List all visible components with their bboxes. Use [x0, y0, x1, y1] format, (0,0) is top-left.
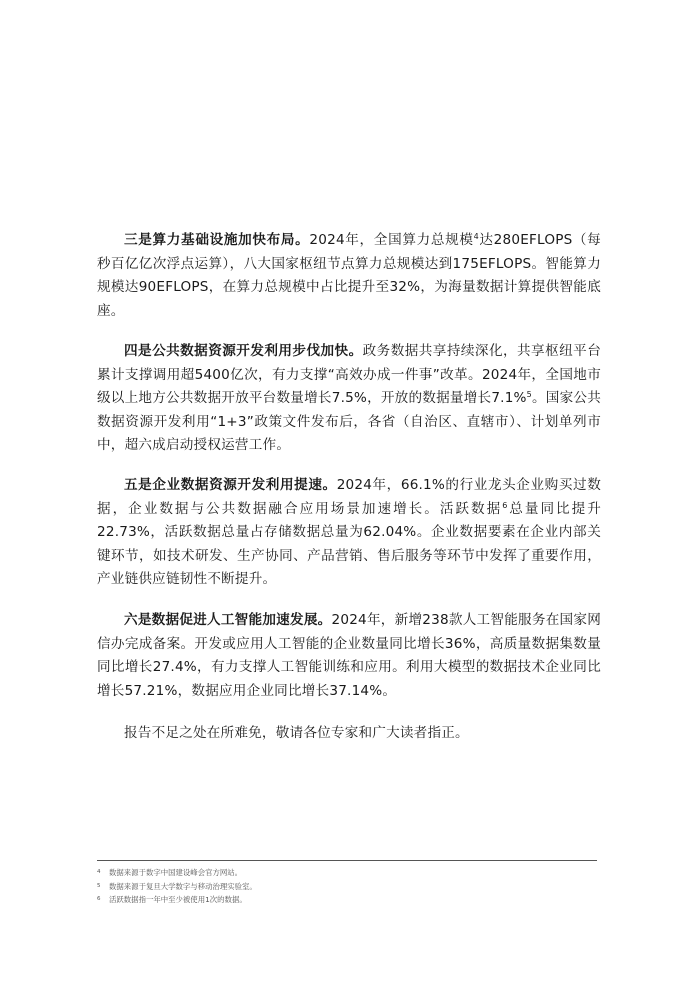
paragraph-ai-development	[97, 609, 601, 703]
footnote-number: 5	[97, 882, 101, 889]
footnote-number: 4	[97, 869, 101, 875]
footnote-text: 数据来源于复旦大学数字与移动治理实验室。	[109, 881, 257, 891]
footnote-ref[interactable]: 6	[502, 500, 508, 510]
paragraph-lead: 三是算力基础设施加快布局。	[124, 232, 310, 248]
footnote-text: 活跃数据指一年中至少被使用1次的数据。	[109, 895, 247, 904]
footnote-4	[97, 866, 597, 880]
paragraph-text: 达280EFLOPS（每秒百亿亿次浮点运算），八大国家枢纽节点算力总规模达到175EFLOPS。智能算力规模达90EFLOPS，在算力总规模中占比提升至32%，为海量数据计算提供智能底座。	[97, 232, 601, 319]
closing-paragraph: 报告不足之处在所难免，敬请各位专家和广大读者指正。	[124, 725, 469, 741]
paragraph-text: 总量同比提升22.73%，活跃数据总量占存储数据总量为62.04%。企业数据要素在企业内部关键环节，如技术研发、生产协同、产品营销、售后服务等环节中发挥了重要作用，产业链供应链韧性不断提升。	[97, 500, 602, 587]
paragraph-enterprise-data	[97, 474, 601, 592]
paragraph-lead: 五是企业数据资源开发利用提速。	[124, 477, 337, 493]
paragraph-lead: 四是公共数据资源开发利用步伐加快。	[124, 343, 363, 359]
paragraph-text: 2024年，66.1%的行业龙头企业购买过数据，企业数据与公共数据融合应用场景加速增长。活跃数据	[97, 477, 602, 517]
footnote-number: 6	[97, 896, 101, 902]
paragraph-text: 2024年，新增238款人工智能服务在国家网信办完成备案。开发或应用人工智能的企业数量同比增长36%，高质量数据集数量同比增长27.4%，有力支撑人工智能训练和应用。利用大模型的数据技术企业同比增长57.21%，数据应用企业同比增长37.14%。	[97, 612, 601, 699]
footnote-ref[interactable]: 4	[473, 232, 479, 241]
paragraph-public-data	[97, 340, 601, 458]
paragraph-text: 政务数据共享持续深化，共享枢纽平台累计支撑调用超5400亿次，有力支撑“高效办成一件事”改革。2024年，全国地市级以上地方公共数据开放平台数量增长7.5%，开放的数据量增长7.1%	[97, 343, 601, 406]
footnote-6	[97, 893, 597, 907]
paragraph-text: 2024年，全国算力总规模	[309, 232, 474, 248]
footnote-text: 数据来源于数字中国建设峰会官方网站。	[109, 868, 243, 877]
footnote-divider	[97, 860, 597, 861]
paragraph-lead: 六是数据促进人工智能加速发展。	[124, 612, 332, 628]
footnotes	[97, 866, 597, 907]
footnote-5	[97, 880, 597, 894]
paragraph-text: 。国家公共数据资源开发利用“1+3”政策文件发布后，各省（自治区、直辖市）、计划单列市中，超六成启动授权运营工作。	[97, 390, 602, 453]
footnote-ref[interactable]: 5	[526, 390, 532, 399]
paragraph-computing-power	[97, 229, 601, 323]
